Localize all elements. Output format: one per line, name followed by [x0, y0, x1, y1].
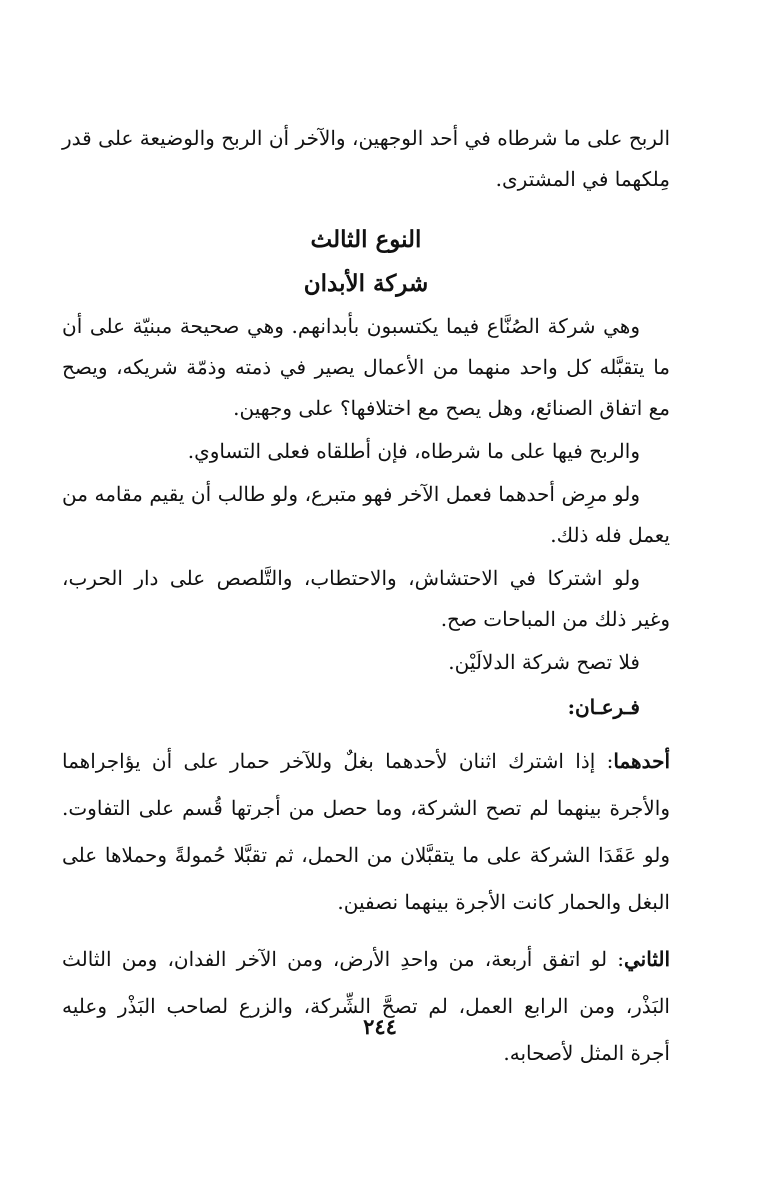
branch-first-text: : إذا اشترك اثنان لأحدهما بغلٌ وللآخر حمار على أن يؤاجراهما والأجرة بينهما لم تصح الشركة، وما حصل من أجرتها قُسم على التفاوت. ولو عَقَدَا الشركة على ما يتقبَّلان من الحمل، ثم تقبَّلا حُمولةً وحملاها على البغل والحمار كانت الأجرة بينهما نصفين.	[62, 749, 670, 914]
section-subtitle: شركة الأبدان	[303, 270, 429, 297]
branch-first-label: أحدهما	[613, 749, 670, 773]
branches-heading: فـرعـان:	[567, 695, 640, 719]
paragraph-brokers: فلا تصح شركة الدلالَيْن.	[448, 650, 640, 674]
paragraph-illness: ولو مرِض أحدهما فعمل الآخر فهو متبرع، ولو طالب أن يقيم مقامه من يعمل فله ذلك.	[62, 482, 670, 547]
branch-second-label: الثاني	[623, 947, 670, 971]
page-body	[62, 118, 670, 1079]
branch-second-text: : لو اتفق أربعة، من واحدِ الأرض، ومن الآخر الفدان، ومن الثالث البَذْر، ومن الرابع العمل، لم تصحَّ الشِّركة، والزرع لصاحب البَذْر وعليه أجرة المثل لأصحابه.	[62, 947, 670, 1065]
intro-paragraph: الربح على ما شرطاه في أحد الوجهين، والآخر أن الربح والوضيعة على قدر مِلكهما في المشترى.	[62, 126, 670, 191]
paragraph-definition: وهي شركة الصُنَّاع فيما يكتسبون بأبدانهم. وهي صحيحة مبنيّة على أن ما يتقبَّله كل واحد منهما من الأعمال يصير في ذمته وذمّة شريكه، ويصح مع اتفاق الصنائع، وهل يصح مع اختلافها؟ على وجهين.	[62, 314, 670, 420]
paragraph-permissibles: ولو اشتركا في الاحتشاش، والاحتطاب، والتَّلصص على دار الحرب، وغير ذلك من المباحات صح.	[62, 566, 670, 631]
branch-second	[62, 936, 670, 1077]
paragraph-profit: والربح فيها على ما شرطاه، فإن أطلقاه فعلى التساوي.	[187, 439, 640, 463]
section-title: النوع الثالث	[310, 226, 422, 253]
page-number: ٢٤٤	[363, 1014, 397, 1039]
branch-first	[62, 738, 670, 926]
